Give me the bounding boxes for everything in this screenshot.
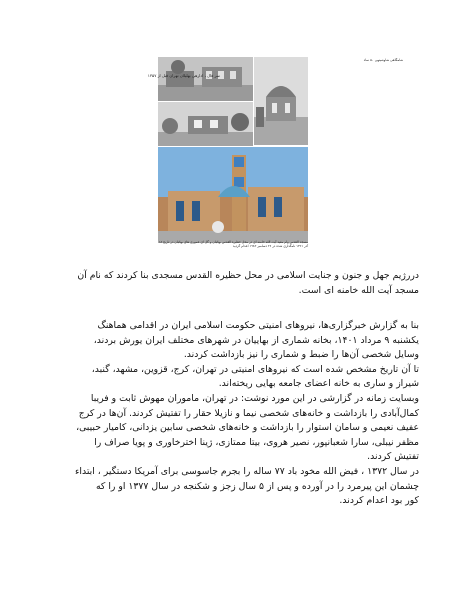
body-line: بنا به گزارش خبرگزاری‌ها، نیروهای امنیتی حکومت اسلامی ایران در اقدامی هماهنگ bbox=[97, 320, 419, 331]
top-right-caption: شامگاهی شاوشیتهی ۵۰ نماد bbox=[363, 58, 403, 62]
intro-line: دررژیم جهل و جنون و جنایت اسلامی در محل حظیره القدس مسجدی بنا کردند که نام آن bbox=[77, 270, 419, 281]
domed-building-photo bbox=[254, 57, 403, 145]
body-line: تا آن تاریخ مشخص شده است که نیروهای امنیتی در تهران، کرج، قزوین، مشهد، گنبد، bbox=[91, 363, 419, 375]
old-building-photo-middle bbox=[158, 102, 253, 146]
mosque-caption: مسجد القدس وام معید آیت الله خامنه ای در محل حظیره القدس بهائیان و گل ای عموری های بهائیان در تاریخ ۱۸ آذر ۱۳۶۱ نامگذاری شده در ۲۶ دسامبر ۱۹۸۲ اعدام گردید bbox=[158, 240, 308, 248]
body-paragraph bbox=[44, 319, 419, 509]
body-line: عفیف نعیمی و سامان استوار را بازداشت و خانه‌های شخصی سابین یزدانی، کامیار حبیبی، bbox=[76, 422, 419, 434]
body-line: وسایل شخصی آن‌ها را ضبط و شماری را نیز بازداشت کردند. bbox=[183, 349, 419, 361]
intro-line: مسجد آیت الله خامنه ای است. bbox=[298, 284, 419, 296]
body-line: شیراز و ساری به خانه اعضای جامعه بهایی ریخته‌اند. bbox=[218, 378, 419, 390]
body-line: در سال ۱۳۷۲ ، فیض الله مخود باد ۷۷ ساله را بجرم جاسوسی برای آمریکا دستگیر ، ابتداء bbox=[75, 465, 419, 477]
body-line: کمال‌آبادی را بازداشت و خانه‌های شخصی نیما و نازیلا حقار را تفتیش کردند. آن‌ها در کرج bbox=[78, 407, 419, 419]
middle-caption: سر قال ، ادارهی بهلیلان تهران قبل از ۱۳۵۷ bbox=[147, 73, 220, 78]
body-line: تفتیش کردند. bbox=[367, 451, 419, 463]
intro-paragraph bbox=[44, 269, 419, 298]
old-building-photo-top bbox=[147, 57, 253, 101]
body-line: مظفر نیبلی، سارا شعبانپور، نصیر هروی، بیتا ممتازی، ژینا اختر‌خاوری و پویا صراف را bbox=[94, 436, 419, 448]
mosque-photo bbox=[158, 147, 308, 243]
body-line: یکشنبه ۹ مرداد ۱۴۰۱، بخانه شماری از بهاییان در شهرهای مختلف ایران یورش بردند، bbox=[93, 334, 419, 346]
photo-collage bbox=[147, 57, 403, 248]
body-line: چشمان این پیرمرد را در آورده و پس از ۵ سال زجز و شکنجه در سال ۱۳۷۷ او را که bbox=[95, 480, 419, 492]
body-line: کور بود اعدام کردند. bbox=[339, 495, 419, 507]
body-line: وبسایت زمانه در گزارشی در این مورد نوشت: در تهران، ماموران مهوش ثابت و فریبا bbox=[90, 392, 419, 404]
